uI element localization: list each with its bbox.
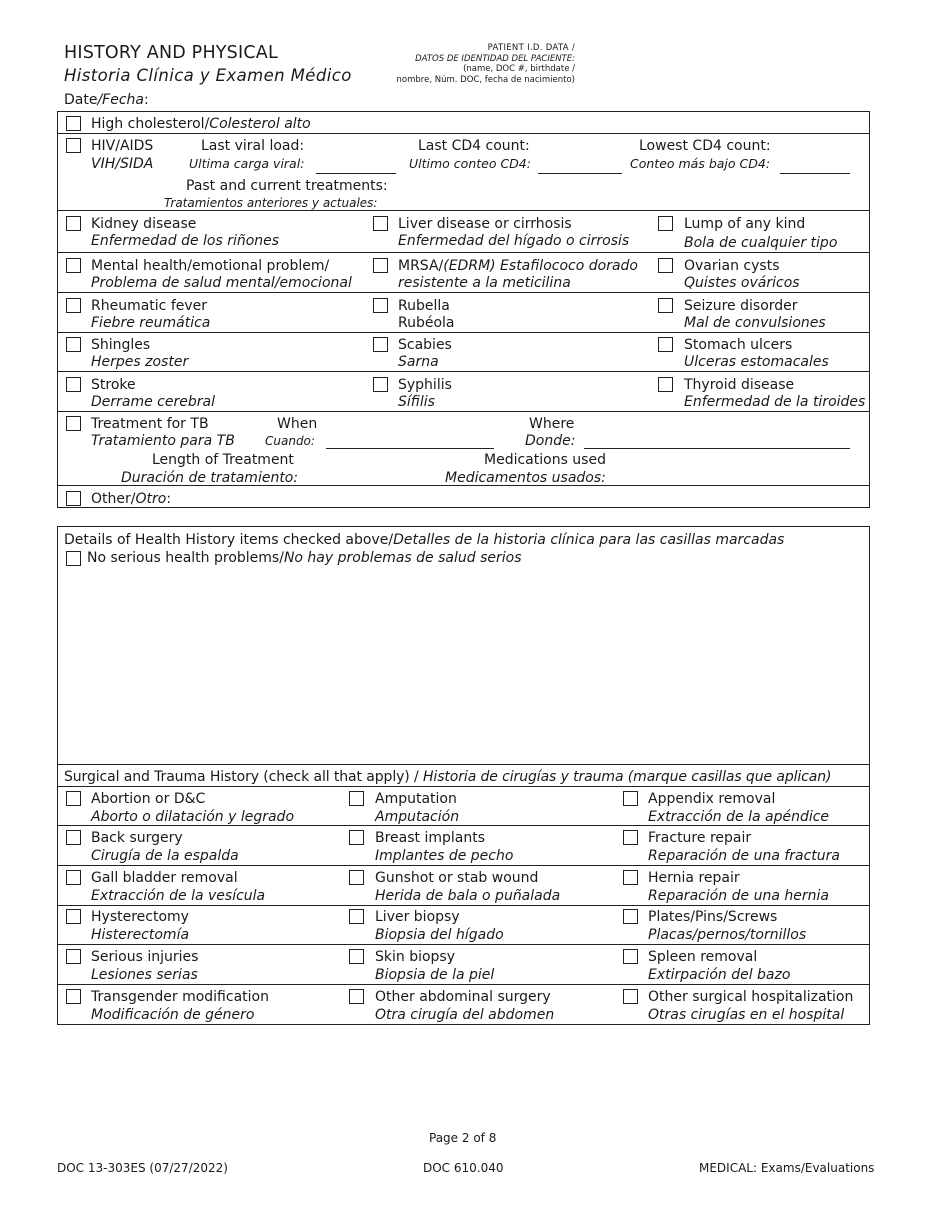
surgical-heading <box>64 768 831 786</box>
health-mental-health-emotional-problem-label-es: Problema de salud mental/emocional <box>91 275 352 291</box>
viral-load-label-en: Last viral load: <box>201 138 305 154</box>
health-stomach-ulcers-label-en: Stomach ulcers <box>684 337 793 353</box>
surgical-appendix-removal-label-es: Extracción de la apéndice <box>648 809 830 825</box>
surgical-heading-en: Surgical and Trauma History (check all that apply) / <box>64 769 423 785</box>
patient-id-line-1: PATIENT I.D. DATA / <box>487 43 575 53</box>
form-category: MEDICAL: Exams/Evaluations <box>699 1161 875 1175</box>
health-liver-disease-or-cirrhosis-label-en: Liver disease or cirrhosis <box>398 216 572 232</box>
cd4-label-es: Ultimo conteo CD4: <box>409 156 531 171</box>
policy-number: DOC 610.040 <box>423 1161 504 1175</box>
health-thyroid-disease-label-es: Enfermedad de la tiroides <box>684 394 866 410</box>
health-thyroid-disease-checkbox[interactable] <box>658 377 673 392</box>
lowest-cd4-label-en: Lowest CD4 count: <box>639 138 771 154</box>
health-lump-of-any-kind-label-en: Lump of any kind <box>684 216 806 232</box>
health-mrsa-label-es: resistente a la meticilina <box>398 275 571 291</box>
date-label-es: /Fecha <box>97 92 145 108</box>
treatments-label-es: Tratamientos anteriores y actuales: <box>164 196 378 210</box>
surgical-gunshot-or-stab-wound-label-es: Herida de bala o puñalada <box>375 888 561 904</box>
surgical-plates-pins-screws-checkbox[interactable] <box>623 909 638 924</box>
no-serious-problems-en: No serious health problems/ <box>87 550 284 566</box>
health-shingles-checkbox[interactable] <box>66 337 81 352</box>
health-lump-of-any-kind-label-es: Bola de cualquier tipo <box>684 235 838 251</box>
health-lump-of-any-kind-checkbox[interactable] <box>658 216 673 231</box>
details-heading-en: Details of Health History items checked above/ <box>64 532 394 548</box>
health-scabies-label-es: Sarna <box>398 354 439 370</box>
surgical-liver-biopsy-label-en: Liver biopsy <box>375 909 460 925</box>
surgical-serious-injuries-label-es: Lesiones serias <box>91 967 198 983</box>
surgical-appendix-removal-label-en: Appendix removal <box>648 791 776 807</box>
surgical-breast-implants-checkbox[interactable] <box>349 830 364 845</box>
surgical-liver-biopsy-checkbox[interactable] <box>349 909 364 924</box>
tb-when-label-en: When <box>277 416 318 432</box>
surgical-hysterectomy-label-es: Histerectomía <box>91 927 190 943</box>
high-cholesterol-en: High cholesterol/ <box>91 116 210 132</box>
tb-where-field[interactable] <box>584 448 850 449</box>
form-subtitle: Historia Clínica y Examen Médico <box>64 66 352 85</box>
surgical-spleen-removal-label-es: Extirpación del bazo <box>648 967 791 983</box>
surgical-spleen-removal-checkbox[interactable] <box>623 949 638 964</box>
surgical-spleen-removal-label-en: Spleen removal <box>648 949 758 965</box>
surgical-hysterectomy-checkbox[interactable] <box>66 909 81 924</box>
no-serious-problems-checkbox[interactable] <box>66 551 81 566</box>
surgical-other-abdominal-surgery-label-en: Other abdominal surgery <box>375 989 551 1005</box>
no-serious-problems-es: No hay problemas de salud serios <box>283 550 522 566</box>
surgical-liver-biopsy-label-es: Biopsia del hígado <box>375 927 504 943</box>
surgical-gall-bladder-removal-checkbox[interactable] <box>66 870 81 885</box>
treatments-label-en: Past and current treatments: <box>186 178 388 194</box>
details-heading-es: Detalles de la historia clínica para las casillas marcadas <box>393 532 785 548</box>
no-serious-problems-label <box>87 549 522 567</box>
page-number: Page 2 of 8 <box>429 1131 497 1145</box>
cd4-label-en: Last CD4 count: <box>418 138 530 154</box>
surgical-appendix-removal-checkbox[interactable] <box>623 791 638 806</box>
surgical-back-surgery-checkbox[interactable] <box>66 830 81 845</box>
surgical-amputation-label-es: Amputación <box>375 809 460 825</box>
health-mental-health-emotional-problem-checkbox[interactable] <box>66 258 81 273</box>
health-stroke-checkbox[interactable] <box>66 377 81 392</box>
hiv-aids-label-en: HIV/AIDS <box>91 138 154 154</box>
health-thyroid-disease-label-en: Thyroid disease <box>684 377 795 393</box>
surgical-plates-pins-screws-label-en: Plates/Pins/Screws <box>648 909 778 925</box>
health-seizure-disorder-label-es: Mal de convulsiones <box>684 315 826 331</box>
health-rubella-label-en: Rubella <box>398 298 450 314</box>
surgical-serious-injuries-checkbox[interactable] <box>66 949 81 964</box>
health-kidney-disease-label-en: Kidney disease <box>91 216 197 232</box>
tb-when-field[interactable] <box>326 448 494 449</box>
health-scabies-checkbox[interactable] <box>373 337 388 352</box>
date-label-en: Date <box>64 92 98 108</box>
surgical-fracture-repair-checkbox[interactable] <box>623 830 638 845</box>
tb-where-label-en: Where <box>529 416 575 432</box>
viral-load-label-es: Ultima carga viral: <box>189 156 305 171</box>
other-checkbox[interactable] <box>66 491 81 506</box>
surgical-hernia-repair-checkbox[interactable] <box>623 870 638 885</box>
health-mrsa-checkbox[interactable] <box>373 258 388 273</box>
surgical-hernia-repair-label-en: Hernia repair <box>648 870 740 886</box>
high-cholesterol-label <box>91 115 311 133</box>
surgical-heading-es: Historia de cirugías y trauma (marque casillas que aplican) <box>422 769 832 785</box>
surgical-transgender-modification-checkbox[interactable] <box>66 989 81 1004</box>
health-syphilis-checkbox[interactable] <box>373 377 388 392</box>
high-cholesterol-checkbox[interactable] <box>66 116 81 131</box>
patient-id-line-2: DATOS DE IDENTIDAD DEL PACIENTE: <box>415 53 575 64</box>
health-mrsa-label-en <box>398 257 638 275</box>
health-mrsa-label-en-part: MRSA/ <box>398 258 444 274</box>
patient-id-line-4: nombre, Núm. DOC, fecha de nacimiento) <box>396 74 575 85</box>
tb-meds-label-en: Medications used <box>484 452 606 468</box>
health-mental-health-emotional-problem-label-en: Mental health/emotional problem/ <box>91 258 330 274</box>
health-stroke-label-es: Derrame cerebral <box>91 394 215 410</box>
health-liver-disease-or-cirrhosis-checkbox[interactable] <box>373 216 388 231</box>
surgical-skin-biopsy-label-es: Biopsia de la piel <box>375 967 495 983</box>
lowest-cd4-field[interactable] <box>780 173 850 174</box>
patient-id-block <box>395 43 575 85</box>
health-rheumatic-fever-label-es: Fiebre reumática <box>91 315 211 331</box>
details-text-area[interactable] <box>60 570 866 760</box>
health-rubella-checkbox[interactable] <box>373 298 388 313</box>
surgical-other-abdominal-surgery-label-es: Otra cirugía del abdomen <box>375 1007 555 1023</box>
patient-id-line-3: (name, DOC #, birthdate / <box>463 64 575 74</box>
surgical-amputation-label-en: Amputation <box>375 791 457 807</box>
surgical-amputation-checkbox[interactable] <box>349 791 364 806</box>
lowest-cd4-label-es: Conteo más bajo CD4: <box>630 156 771 171</box>
health-seizure-disorder-checkbox[interactable] <box>658 298 673 313</box>
surgical-skin-biopsy-label-en: Skin biopsy <box>375 949 456 965</box>
surgical-back-surgery-label-en: Back surgery <box>91 830 183 846</box>
hiv-aids-label-es: VIH/SIDA <box>91 156 154 172</box>
surgical-abortion-or-d-c-label-es: Aborto o dilatación y legrado <box>91 809 295 825</box>
surgical-skin-biopsy-checkbox[interactable] <box>349 949 364 964</box>
tb-when-label-es: Cuando: <box>265 434 315 448</box>
surgical-abortion-or-d-c-label-en: Abortion or D&C <box>91 791 206 807</box>
tb-length-label-en: Length of Treatment <box>152 452 294 468</box>
other-colon: : <box>166 491 172 507</box>
health-stroke-label-en: Stroke <box>91 377 136 393</box>
surgical-gunshot-or-stab-wound-checkbox[interactable] <box>349 870 364 885</box>
health-ovarian-cysts-label-es: Quistes ováricos <box>684 275 800 291</box>
cd4-field[interactable] <box>538 173 622 174</box>
surgical-serious-injuries-label-en: Serious injuries <box>91 949 199 965</box>
other-label-en: Other/ <box>91 491 136 507</box>
health-mrsa-label-es-part: (EDRM) Estafilococo dorado <box>443 258 638 274</box>
surgical-other-surgical-hospitalization-label-es: Otras cirugías en el hospital <box>648 1007 845 1023</box>
date-colon: : <box>144 92 149 108</box>
health-rubella-label-es: Rubéola <box>398 315 455 331</box>
date-label <box>64 91 149 109</box>
health-ovarian-cysts-label-en: Ovarian cysts <box>684 258 780 274</box>
surgical-hysterectomy-label-en: Hysterectomy <box>91 909 189 925</box>
surgical-plates-pins-screws-label-es: Placas/pernos/tornillos <box>648 927 807 943</box>
surgical-breast-implants-label-es: Implantes de pecho <box>375 848 514 864</box>
tb-treatment-label-en: Treatment for TB <box>91 416 209 432</box>
health-seizure-disorder-label-en: Seizure disorder <box>684 298 798 314</box>
surgical-gunshot-or-stab-wound-label-en: Gunshot or stab wound <box>375 870 539 886</box>
tb-treatment-label-es: Tratamiento para TB <box>91 433 235 449</box>
other-label <box>91 490 171 508</box>
viral-load-field[interactable] <box>316 173 396 174</box>
tb-treatment-checkbox[interactable] <box>66 416 81 431</box>
health-liver-disease-or-cirrhosis-label-es: Enfermedad del hígado o cirrosis <box>398 233 630 249</box>
hiv-aids-checkbox[interactable] <box>66 138 81 153</box>
form-title: HISTORY AND PHYSICAL <box>64 43 278 63</box>
surgical-other-surgical-hospitalization-label-en: Other surgical hospitalization <box>648 989 854 1005</box>
high-cholesterol-es: Colesterol alto <box>209 116 311 132</box>
tb-length-label-es: Duración de tratamiento: <box>121 470 299 486</box>
other-label-es: Otro <box>135 491 167 507</box>
form-number: DOC 13-303ES (07/27/2022) <box>57 1161 228 1175</box>
surgical-other-abdominal-surgery-checkbox[interactable] <box>349 989 364 1004</box>
details-heading <box>64 531 784 549</box>
surgical-transgender-modification-label-en: Transgender modification <box>91 989 269 1005</box>
health-ovarian-cysts-checkbox[interactable] <box>658 258 673 273</box>
surgical-other-surgical-hospitalization-checkbox[interactable] <box>623 989 638 1004</box>
surgical-back-surgery-label-es: Cirugía de la espalda <box>91 848 239 864</box>
health-kidney-disease-label-es: Enfermedad de los riñones <box>91 233 280 249</box>
surgical-abortion-or-d-c-checkbox[interactable] <box>66 791 81 806</box>
surgical-fracture-repair-label-es: Reparación de una fractura <box>648 848 841 864</box>
surgical-transgender-modification-label-es: Modificación de género <box>91 1007 255 1023</box>
surgical-breast-implants-label-en: Breast implants <box>375 830 486 846</box>
health-syphilis-label-es: Sífilis <box>398 394 435 410</box>
health-shingles-label-es: Herpes zoster <box>91 354 189 370</box>
health-stomach-ulcers-label-es: Ulceras estomacales <box>684 354 829 370</box>
tb-where-label-es: Donde: <box>525 433 576 449</box>
surgical-fracture-repair-label-en: Fracture repair <box>648 830 752 846</box>
health-rheumatic-fever-checkbox[interactable] <box>66 298 81 313</box>
health-rheumatic-fever-label-en: Rheumatic fever <box>91 298 208 314</box>
health-shingles-label-en: Shingles <box>91 337 151 353</box>
surgical-gall-bladder-removal-label-es: Extracción de la vesícula <box>91 888 266 904</box>
health-scabies-label-en: Scabies <box>398 337 452 353</box>
health-stomach-ulcers-checkbox[interactable] <box>658 337 673 352</box>
health-kidney-disease-checkbox[interactable] <box>66 216 81 231</box>
tb-meds-label-es: Medicamentos usados: <box>445 470 606 486</box>
health-syphilis-label-en: Syphilis <box>398 377 452 393</box>
surgical-hernia-repair-label-es: Reparación de una hernia <box>648 888 829 904</box>
surgical-gall-bladder-removal-label-en: Gall bladder removal <box>91 870 238 886</box>
